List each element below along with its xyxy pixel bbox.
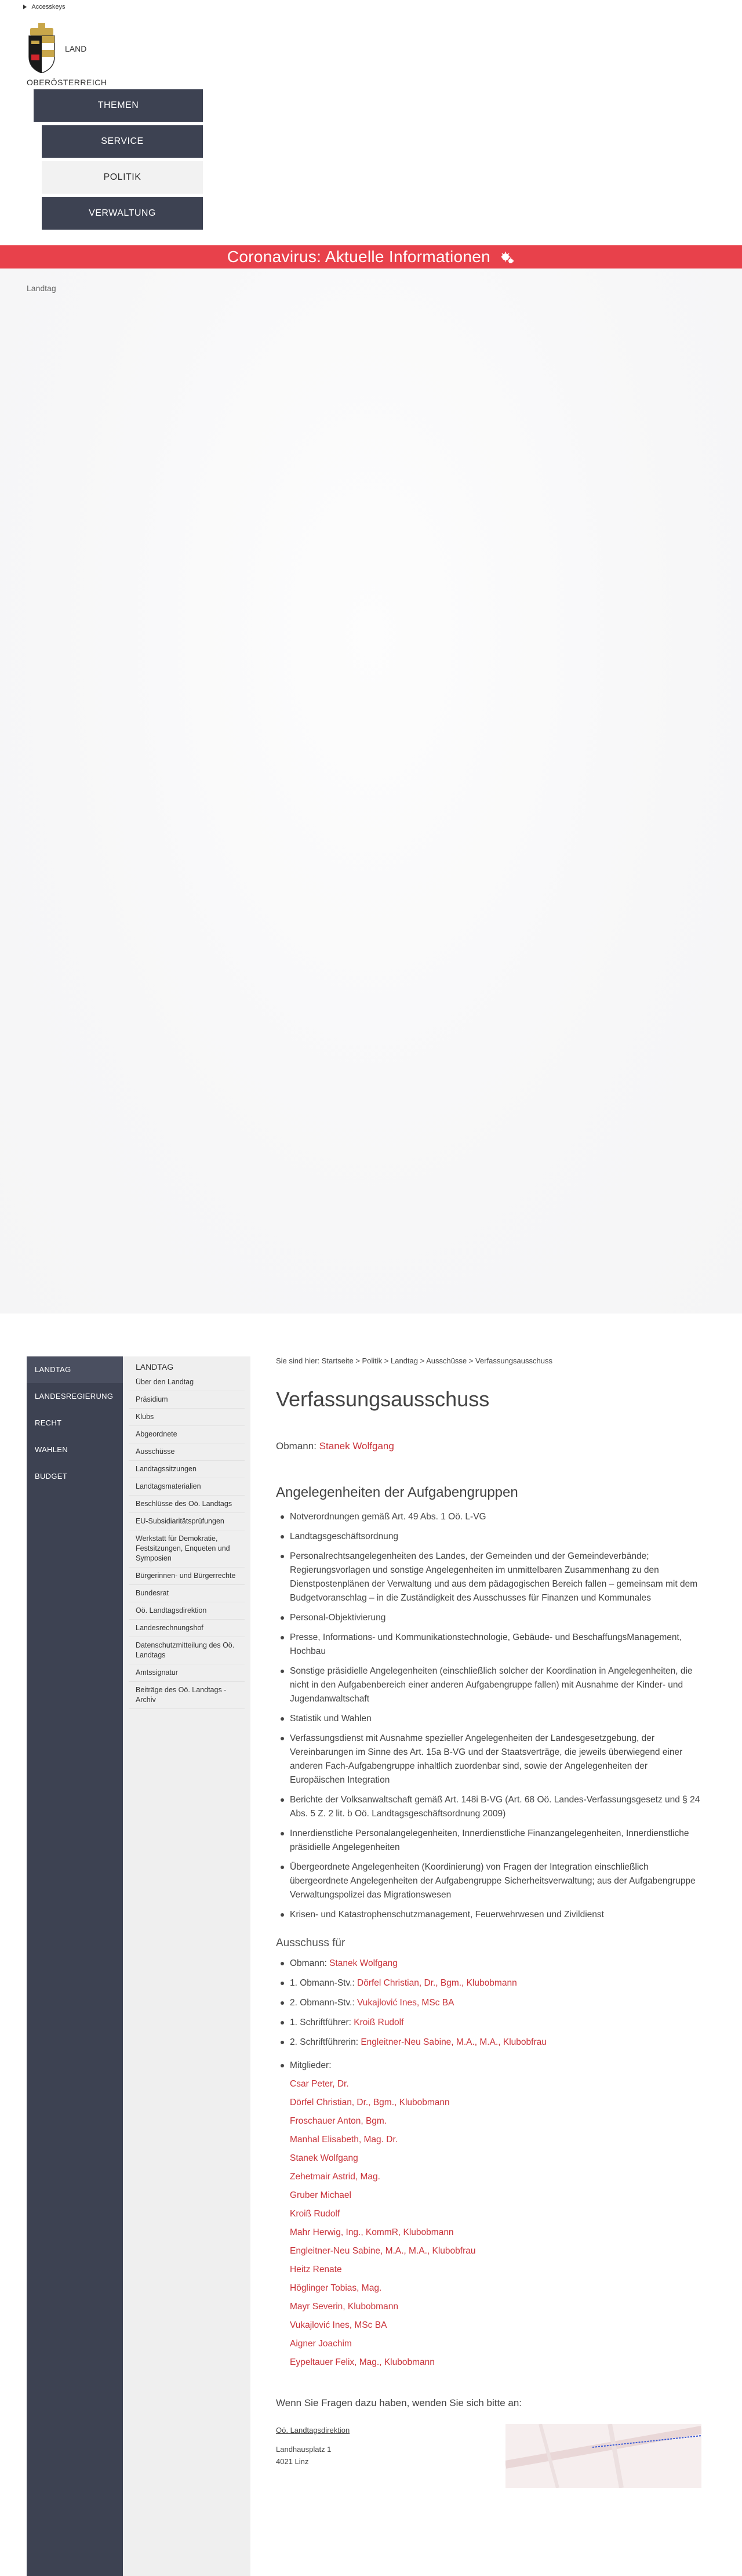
member-link[interactable]: Engleitner-Neu Sabine, M.A., M.A., Klubobfrau — [290, 2246, 476, 2256]
role-label: Obmann: — [290, 1958, 327, 1968]
sidebar-item-recht[interactable]: RECHT — [35, 1418, 62, 1427]
subnav-item[interactable]: Bürgerinnen- und Bürgerrechte — [129, 1568, 245, 1585]
list-item: Personal-Objektivierung — [276, 1611, 705, 1625]
brand-logo[interactable] — [27, 23, 148, 87]
tasks-heading: Angelegenheiten der Aufgabengruppen — [276, 1485, 518, 1500]
member-link[interactable]: Csar Peter, Dr. — [290, 2079, 349, 2089]
sidebar-item-wahlen[interactable]: WAHLEN — [35, 1445, 68, 1454]
sidebar — [27, 1356, 123, 2576]
committee-heading: Ausschuss für — [276, 1937, 345, 1949]
obmann-label: Obmann: — [276, 1441, 317, 1452]
contact-city: 4021 Linz — [276, 2457, 309, 2466]
accesskeys-link[interactable]: Accesskeys — [31, 3, 66, 10]
subnav-item[interactable]: Landtagsmaterialien — [129, 1478, 245, 1496]
role-person-link[interactable]: Vukajlović Ines, MSc BA — [357, 1998, 454, 2008]
contact-intro: Wenn Sie Fragen dazu haben, wenden Sie sich bitte an: — [276, 2397, 522, 2408]
role-item — [276, 1976, 705, 1990]
role-person-link[interactable]: Dörfel Christian, Dr., Bgm., Klubobmann — [357, 1978, 517, 1988]
nav-themen[interactable]: THEMEN — [34, 89, 203, 122]
members-item — [276, 2059, 705, 2372]
member-link[interactable]: Zehetmair Astrid, Mag. — [290, 2172, 380, 2182]
subnav-item[interactable]: Landtagssitzungen — [129, 1461, 245, 1478]
list-item: Krisen- und Katastrophenschutzmanagement, Feuerwehrwesen und Zivildienst — [276, 1908, 705, 1922]
role-item — [276, 2036, 705, 2049]
list-item: Personalrechtsangelegenheiten des Landes, der Gemeinden und der Gemeindeverbände; Regierungsvorlagen und sonstige Angelegenheiten im unmittelbaren Zusammenhang zu den Dienstpostenplänen der Verwaltung und aus dem pädagogischen Bereich fallen – gemeinsam mit dem Budgetvoranschlag – in die Zuständigkeit des Ausschusses für Finanzen und Kommunales — [276, 1550, 705, 1605]
nav-verwaltung[interactable]: VERWALTUNG — [42, 197, 203, 230]
list-item: Landtagsgeschäftsordnung — [276, 1530, 705, 1544]
member-link[interactable]: Dörfel Christian, Dr., Bgm., Klubobmann — [290, 2098, 450, 2107]
triangle-right-icon — [23, 5, 27, 9]
subnav-item[interactable]: Werkstatt für Demokratie, Festsitzungen, Enqueten und Symposien — [129, 1530, 245, 1568]
location-map[interactable] — [505, 2424, 701, 2488]
subnav-item[interactable]: Amtssignatur — [129, 1664, 245, 1682]
subnav-heading: LANDTAG — [136, 1362, 174, 1372]
obmann-line — [276, 1441, 705, 1452]
tasks-list — [276, 1510, 705, 1922]
hero-breadcrumb: Landtag — [27, 284, 56, 293]
member-link[interactable]: Gruber Michael — [290, 2190, 351, 2200]
member-link[interactable]: Höglinger Tobias, Mag. — [290, 2283, 382, 2293]
accessibility-bar — [0, 0, 742, 14]
list-item: Statistik und Wahlen — [276, 1712, 705, 1726]
hero-section — [0, 269, 742, 1314]
subnav-item[interactable]: Über den Landtag — [129, 1374, 245, 1391]
role-label: 1. Obmann-Stv.: — [290, 1978, 355, 1988]
main-content — [276, 1356, 705, 2488]
subnav-item[interactable]: Bundesrat — [129, 1585, 245, 1602]
nav-politik[interactable]: POLITIK — [42, 161, 203, 194]
subnav-item[interactable]: Beiträge des Oö. Landtags - Archiv — [129, 1682, 245, 1709]
role-person-link[interactable]: Stanek Wolfgang — [329, 1958, 398, 1968]
roles-list — [276, 1957, 705, 2049]
virus-icon — [500, 251, 515, 266]
corona-banner[interactable] — [0, 245, 742, 269]
page-title: Verfassungsausschuss — [276, 1387, 490, 1411]
member-link[interactable]: Mahr Herwig, Ing., KommR, Klubobmann — [290, 2227, 454, 2237]
sub-navigation — [123, 1356, 250, 2576]
member-link[interactable]: Eypeltauer Felix, Mag., Klubobmann — [290, 2357, 435, 2367]
list-item: Innerdienstliche Personalangelegenheiten, Innerdienstliche Finanzangelegenheiten, Innerdienstliche präsidielle Angelegenheiten — [276, 1827, 705, 1855]
coat-of-arms-icon — [27, 23, 57, 73]
contact-street: Landhausplatz 1 — [276, 2445, 332, 2454]
obmann-link[interactable]: Stanek Wolfgang — [319, 1441, 394, 1452]
sidebar-item-landesregierung[interactable]: LANDESREGIERUNG — [35, 1392, 114, 1401]
contact-office-link[interactable]: Oö. Landtagsdirektion — [276, 2426, 350, 2434]
subnav-item[interactable]: Präsidium — [129, 1391, 245, 1409]
list-item: Sonstige präsidielle Angelegenheiten (einschließlich solcher der Koordination in Angelegenheiten, die nicht in den Aufgabenbereich einer anderen Aufgabengruppe fallen) mit Ausnahme der Kinder- und Jugendanwaltschaft — [276, 1664, 705, 1706]
role-item — [276, 2016, 705, 2030]
subnav-item[interactable]: Beschlüsse des Oö. Landtags — [129, 1496, 245, 1513]
corona-banner-text: Coronavirus: Aktuelle Informationen — [227, 248, 490, 266]
list-item: Presse, Informations- und Kommunikationstechnologie, Gebäude- und BeschaffungsManagement, Hochbau — [276, 1631, 705, 1659]
member-link[interactable]: Kroiß Rudolf — [290, 2209, 340, 2219]
member-link[interactable]: Aigner Joachim — [290, 2339, 352, 2349]
member-link[interactable]: Heitz Renate — [290, 2265, 342, 2274]
member-link[interactable]: Manhal Elisabeth, Mag. Dr. — [290, 2135, 398, 2145]
role-person-link[interactable]: Engleitner-Neu Sabine, M.A., M.A., Klubobfrau — [361, 2037, 547, 2047]
member-link[interactable]: Vukajlović Ines, MSc BA — [290, 2320, 387, 2330]
members-links — [290, 2075, 705, 2372]
subnav-item[interactable]: Landesrechnungshof — [129, 1620, 245, 1637]
role-label: 2. Schriftführerin: — [290, 2037, 359, 2047]
subnav-item[interactable]: Datenschutzmitteilung des Oö. Landtags — [129, 1637, 245, 1664]
subnav-item[interactable]: Oö. Landtagsdirektion — [129, 1602, 245, 1620]
list-item: Notverordnungen gemäß Art. 49 Abs. 1 Oö. L-VG — [276, 1510, 705, 1524]
role-item — [276, 1996, 705, 2010]
member-link[interactable]: Froschauer Anton, Bgm. — [290, 2116, 387, 2126]
subnav-item[interactable]: Klubs — [129, 1409, 245, 1426]
members-label: Mitglieder: — [290, 2060, 332, 2070]
role-label: 2. Obmann-Stv.: — [290, 1998, 355, 2008]
brand-land: LAND — [65, 44, 87, 53]
list-item: Berichte der Volksanwaltschaft gemäß Art. 148i B-VG (Art. 68 Oö. Landes-Verfassungsgesetz und § 24 Abs. 5 Z. 2 lit. b Oö. Landtagsgeschäftsordnung 2009) — [276, 1793, 705, 1821]
list-item: Übergeordnete Angelegenheiten (Koordinierung) von Fragen der Integration einschließlich übergeordnete Angelegenheiten der Aufgabengruppe Sicherheitsverwaltung; aus der Aufgabengruppe Verwaltungspolizei das Migrationswesen — [276, 1860, 705, 1902]
sidebar-item-budget[interactable]: BUDGET — [35, 1472, 67, 1481]
main-navigation — [42, 89, 203, 233]
member-link[interactable]: Stanek Wolfgang — [290, 2153, 358, 2163]
role-label: 1. Schriftführer: — [290, 2018, 351, 2027]
subnav-item[interactable]: Ausschüsse — [129, 1443, 245, 1461]
subnav-item[interactable]: EU-Subsidiaritätsprüfungen — [129, 1513, 245, 1530]
brand-ooe: OBERÖSTERREICH — [27, 78, 107, 87]
member-link[interactable]: Mayr Severin, Klubobmann — [290, 2302, 398, 2312]
nav-service[interactable]: SERVICE — [42, 125, 203, 158]
contact-block — [276, 2424, 705, 2488]
breadcrumb[interactable]: Sie sind hier: Startseite > Politik > Landtag > Ausschüsse > Verfassungsausschuss — [276, 1356, 552, 1365]
sidebar-item-landtag[interactable]: LANDTAG — [27, 1356, 123, 1383]
role-person-link[interactable]: Kroiß Rudolf — [354, 2018, 404, 2027]
role-item — [276, 1957, 705, 1971]
subnav-item[interactable]: Abgeordnete — [129, 1426, 245, 1443]
list-item: Verfassungsdienst mit Ausnahme spezieller Angelegenheiten der Landesgesetzgebung, der Vereinbarungen im Sinne des Art. 15a B-VG und der Staatsverträge, die jeweils überwiegend einer anderen Fach-Aufgabengruppe inhaltlich zuordenbar sind, sowie der Angelegenheiten der Europäischen Integration — [276, 1732, 705, 1787]
members-list — [276, 2059, 705, 2372]
